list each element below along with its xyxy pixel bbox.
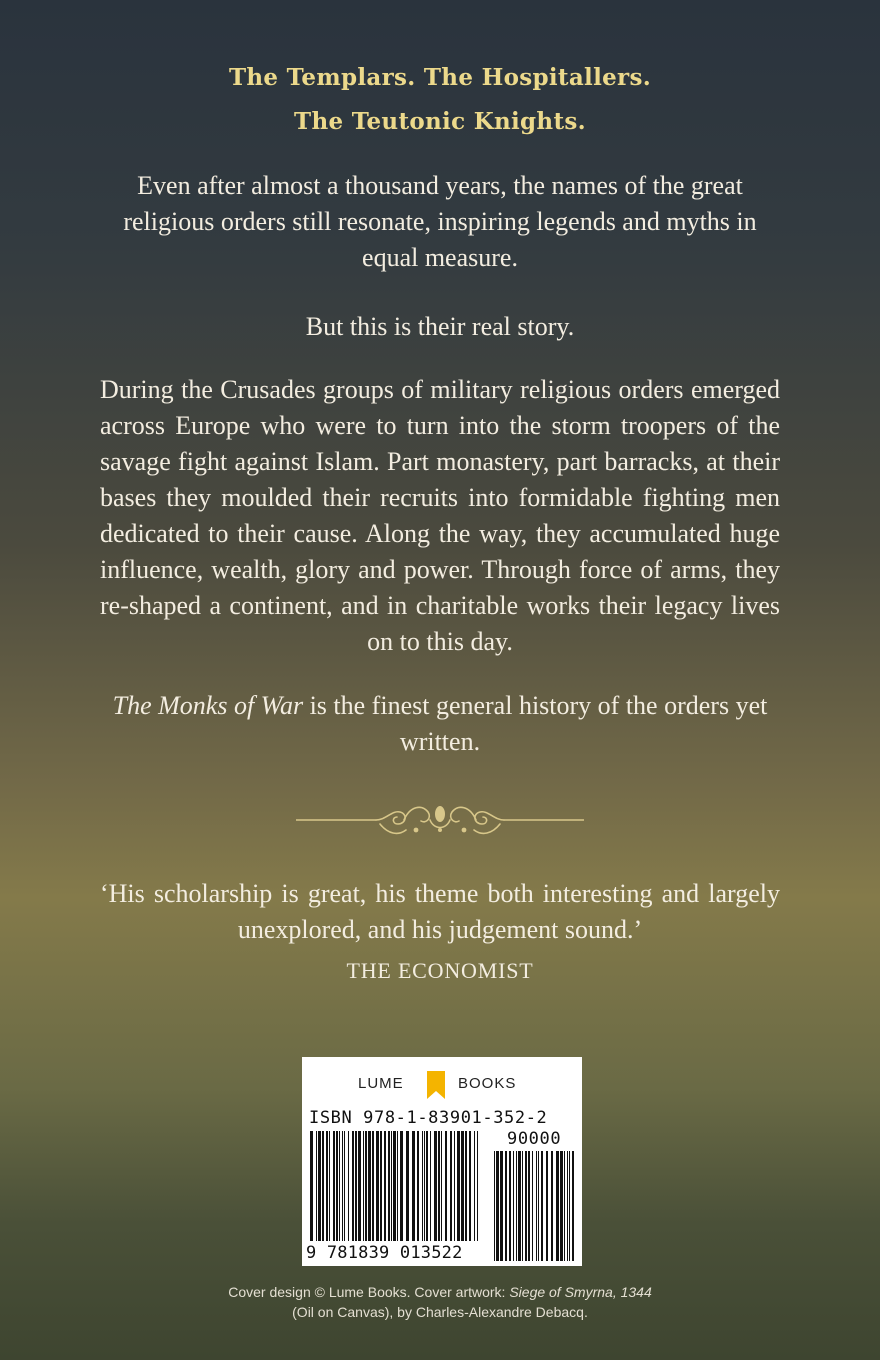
barcode-bar [344,1131,345,1241]
barcode-bar [538,1151,539,1261]
headline-line-1: The Templars. The Hospitallers. [228,64,652,91]
barcode-bar [532,1151,533,1261]
barcode-bar [388,1131,390,1241]
barcode-digits: 9 781839 013522 [306,1243,463,1263]
barcode-bar [461,1131,464,1241]
headline-line-2: The Teutonic Knights. [294,108,586,135]
barcode-bar [322,1131,324,1241]
barcode-bar [393,1131,396,1241]
barcode-bar [494,1151,495,1261]
barcode-bar [348,1131,349,1241]
barcode-bar [363,1131,364,1241]
barcode-bar [528,1151,530,1261]
barcode-bar [536,1151,537,1261]
barcode-bar [496,1151,499,1261]
brand-word-books: BOOKS [458,1075,517,1092]
barcode-bar [316,1131,317,1241]
artwork-title: Siege of Smyrna, 1344 [509,1284,652,1300]
barcode-bar [424,1131,425,1241]
closing-paragraph [100,688,780,760]
publisher-brand [302,1071,582,1101]
barcode-bar [513,1151,514,1261]
barcode-bar [372,1131,374,1241]
barcode-bar [560,1151,563,1261]
barcode-bar [434,1131,437,1241]
barcode-bar [569,1151,570,1261]
barcode-bar [516,1151,517,1261]
barcode-bar [445,1131,447,1241]
barcode-bar [422,1131,423,1241]
barcode-bar [318,1131,321,1241]
closing-text: is the finest general history of the orders yet written. [303,691,768,756]
barcode-bar [551,1151,553,1261]
barcode-bar [474,1131,475,1241]
barcode-bar [310,1131,313,1241]
barcode-bar [339,1131,340,1241]
barcode-bar [355,1131,357,1241]
barcode-bar [441,1131,442,1241]
barcode-bar [500,1151,503,1261]
barcode-bar [564,1151,565,1261]
barcode-bar [342,1131,343,1241]
isbn-label: ISBN 978-1-83901-352-2 [309,1108,548,1128]
barcode-bar [397,1131,398,1241]
barcode-bar [546,1151,548,1261]
intro-paragraph: Even after almost a thousand years, the names of the great religious orders still resonate, inspiring legends and myths in equal measure. [123,171,757,272]
barcode-bar [333,1131,335,1241]
price-code: 90000 [507,1129,562,1149]
barcode-bar [352,1131,354,1241]
review-quote: ‘His scholarship is great, his theme both interesting and largely unexplored, and his judgement sound.’ [100,879,780,944]
barcode-bar [417,1131,419,1241]
barcode-bar [426,1131,428,1241]
quote-source: THE ECONOMIST [346,958,534,983]
barcode-bar [384,1131,386,1241]
barcode-bar [358,1131,361,1241]
barcode-bar [368,1131,371,1241]
tagline: But this is their real story. [305,312,575,341]
lume-bookmark-icon [421,1071,451,1099]
book-title: The Monks of War [112,691,304,720]
barcode-bar [391,1131,392,1241]
barcode-bar [556,1151,559,1261]
credits-line-1 [0,1282,880,1302]
barcode-bar [525,1151,527,1261]
barcode-bar [412,1131,415,1241]
barcode-bar [326,1131,328,1241]
barcode-panel [302,1057,582,1266]
barcode-bar [541,1151,543,1261]
barcode-bar [518,1151,521,1261]
barcode-bar [438,1131,440,1241]
barcode-bar [522,1151,523,1261]
credits-design: Cover design © Lume Books. Cover artwork: [228,1284,510,1300]
barcode-bar [567,1151,568,1261]
barcode-bar [509,1151,511,1261]
barcode-bar [336,1131,338,1241]
barcode-bar [329,1131,330,1241]
barcode-bar [465,1131,467,1241]
barcode-bar [477,1131,478,1241]
barcode-bar [469,1131,471,1241]
flourish-ornament [296,800,584,844]
barcode-bar [430,1131,431,1241]
barcode-bar [450,1131,452,1241]
barcode-bar [365,1131,367,1241]
body-paragraph: During the Crusades groups of military religious orders emerged across Europe who were to turn into the storm troopers of the savage fight against Islam. Part monastery, part barracks, at their bases they moulded their recruits into formidable fighting men dedicated to their cause. Along the way, they accumulated huge influence, wealth, glory and power. Through force of arms, they re-shaped a continent, and in charitable works their legacy lives on to this day. [100,375,780,656]
barcode-bar [400,1131,403,1241]
barcode-bar [505,1151,507,1261]
brand-word-lume: LUME [358,1075,404,1092]
barcode-bar [376,1131,379,1241]
credits-line-2: (Oil on Canvas), by Charles-Alexandre Debacq. [292,1304,588,1320]
barcode-bar [406,1131,409,1241]
barcode-bar [457,1131,460,1241]
barcode-bar [572,1151,574,1261]
barcode-bar [454,1131,455,1241]
barcode-addon-bars [494,1151,574,1261]
barcode-bars [310,1131,480,1241]
barcode-bar [380,1131,382,1241]
cover-credits [0,1282,880,1322]
